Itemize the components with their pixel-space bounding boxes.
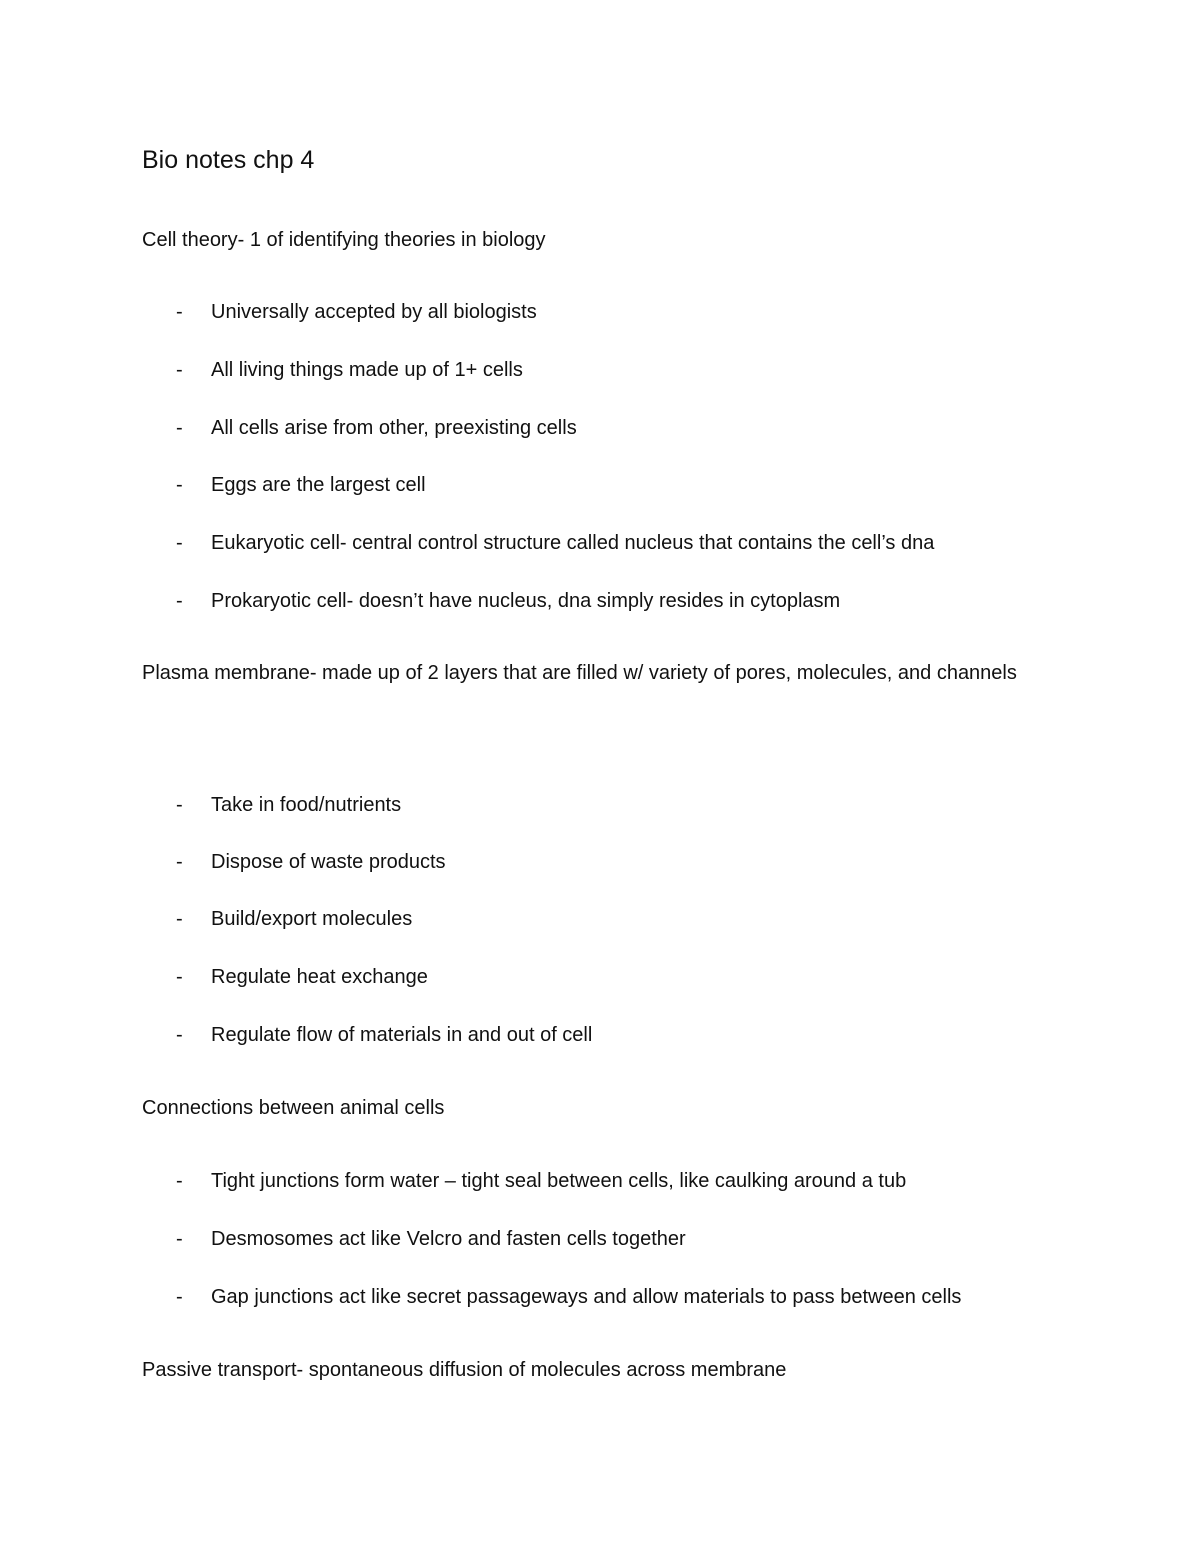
bullet-dash: - xyxy=(176,359,183,381)
list-item xyxy=(176,1225,686,1253)
list-item xyxy=(176,529,934,557)
bullet-dash: - xyxy=(176,532,183,554)
bullet-dash: - xyxy=(176,1286,183,1308)
list-item xyxy=(176,791,401,819)
document-title: Bio notes chp 4 xyxy=(142,146,315,174)
list-item-text: All living things made up of 1+ cells xyxy=(211,359,523,381)
list-item-text: Dispose of waste products xyxy=(211,851,446,873)
bullet-dash: - xyxy=(176,1228,183,1250)
list-item xyxy=(176,587,840,615)
list-item-text: Gap junctions act like secret passageways and allow materials to pass between cells xyxy=(211,1286,962,1308)
section-heading-connections: Connections between animal cells xyxy=(142,1097,445,1119)
list-item xyxy=(176,1283,961,1311)
list-item-text: Desmosomes act like Velcro and fasten cells together xyxy=(211,1228,686,1250)
list-item-text: Prokaryotic cell- doesn’t have nucleus, dna simply resides in cytoplasm xyxy=(211,590,841,612)
list-item xyxy=(176,471,426,499)
bullet-dash: - xyxy=(176,794,183,816)
bullet-dash: - xyxy=(176,301,183,323)
section-heading-plasma-membrane: Plasma membrane- made up of 2 layers that are filled w/ variety of pores, molecules, and channels xyxy=(142,662,1017,684)
list-item-text: Regulate heat exchange xyxy=(211,966,428,988)
list-item xyxy=(176,963,428,991)
list-item-text: Tight junctions form water – tight seal between cells, like caulking around a tub xyxy=(211,1170,907,1192)
list-item-text: Eukaryotic cell- central control structure called nucleus that contains the cell’s dna xyxy=(211,532,935,554)
list-item xyxy=(176,298,537,326)
list-item xyxy=(176,356,523,384)
list-item-text: Take in food/nutrients xyxy=(211,794,402,816)
bullet-dash: - xyxy=(176,966,183,988)
list-item xyxy=(176,414,577,442)
section-heading-passive-transport: Passive transport- spontaneous diffusion of molecules across membrane xyxy=(142,1359,787,1381)
list-item-text: Build/export molecules xyxy=(211,908,413,930)
bullet-dash: - xyxy=(176,474,183,496)
bullet-dash: - xyxy=(176,417,183,439)
section-heading-cell-theory: Cell theory- 1 of identifying theories in biology xyxy=(142,229,546,251)
list-item xyxy=(176,848,446,876)
list-item-text: Eggs are the largest cell xyxy=(211,474,426,496)
list-item-text: Universally accepted by all biologists xyxy=(211,301,537,323)
bullet-dash: - xyxy=(176,1024,183,1046)
list-item-text: Regulate flow of materials in and out of cell xyxy=(211,1024,593,1046)
list-item xyxy=(176,1167,906,1195)
bullet-dash: - xyxy=(176,1170,183,1192)
list-item xyxy=(176,1021,592,1049)
bullet-dash: - xyxy=(176,851,183,873)
list-item-text: All cells arise from other, preexisting cells xyxy=(211,417,577,439)
bullet-dash: - xyxy=(176,590,183,612)
list-item xyxy=(176,905,412,933)
bullet-dash: - xyxy=(176,908,183,930)
